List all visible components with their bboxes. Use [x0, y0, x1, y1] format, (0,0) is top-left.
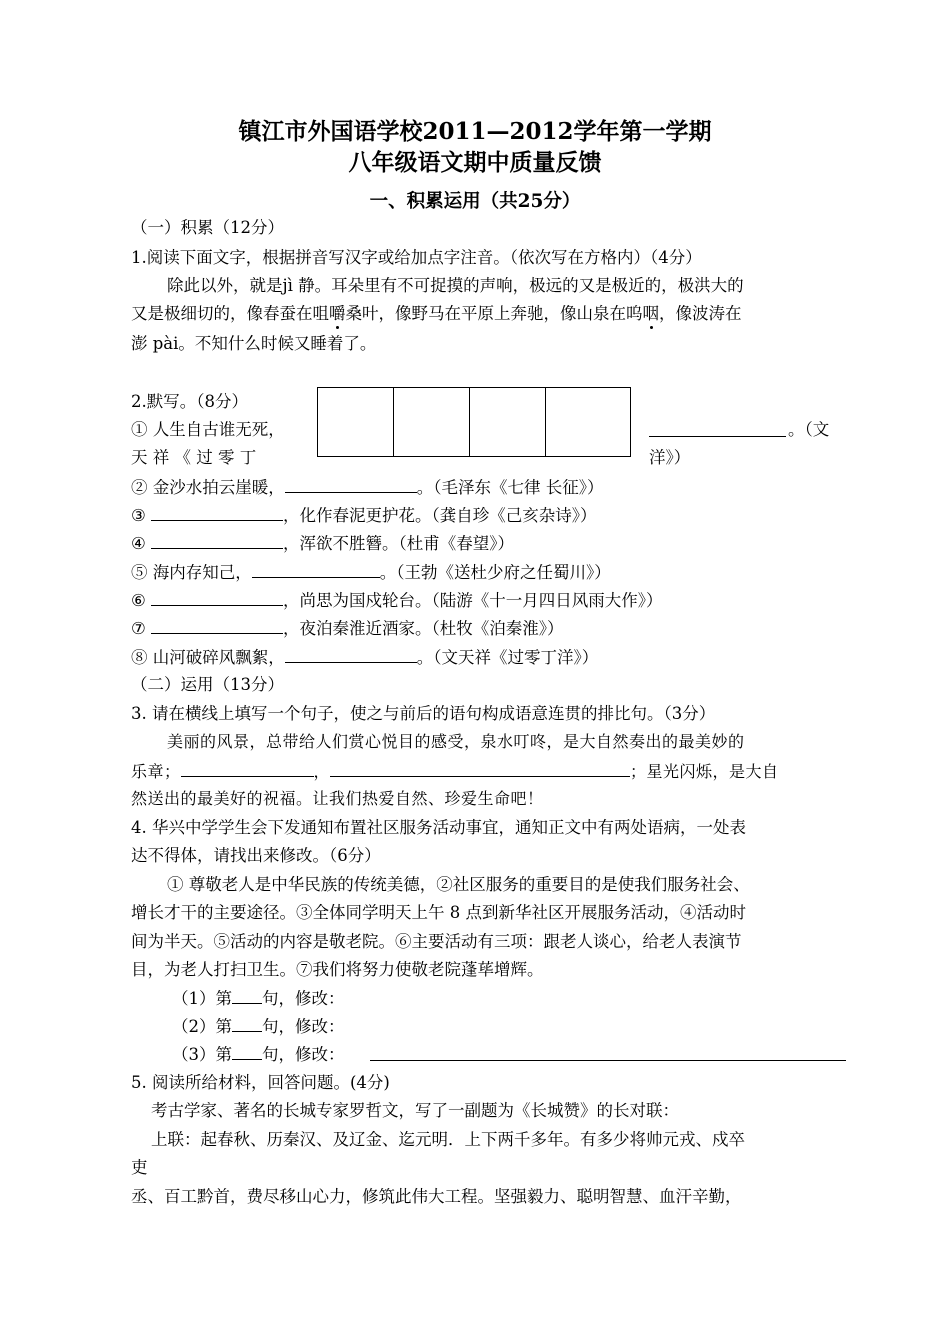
q2-blank-4[interactable] — [151, 532, 283, 549]
q5-material-line2: 上联：起春秋、历秦汉、及辽金、迄元明．上下两千多年。有多少将帅元戎、戍卒 — [151, 1130, 745, 1149]
q5-stem: 5. 阅读所给材料，回答问题。(4分) — [131, 1073, 390, 1092]
q2-line7: ⑦ ，夜泊秦淮近酒家。（杜牧《泊秦淮》） — [131, 619, 564, 638]
q2-line1-source-b: 洋》） — [649, 448, 691, 467]
q4-notice-line4: 目，为老人打扫卫生。⑦我们将努力使敬老院蓬荜增辉。 — [131, 960, 544, 979]
q3-blank-2[interactable] — [330, 760, 630, 777]
q2-stem: 2.默写。（8分） — [131, 392, 248, 411]
q2-line5: ⑤ 海内存知己， 。（王勃《送杜少府之任蜀川》） — [131, 563, 611, 582]
q4-stem-line1: 4. 华兴中学学生会下发通知布置社区服务活动事宜，通知正文中有两处语病，一处表 — [131, 818, 746, 837]
answer-cell-3[interactable] — [470, 388, 546, 456]
answer-cell-2[interactable] — [394, 388, 470, 456]
q4-answer-2-number-blank[interactable] — [232, 1015, 262, 1032]
q4-answer-2: （2）第 句，修改： — [172, 1017, 345, 1036]
q2-line3: ③ ，化作春泥更护花。（龚自珍《己亥杂诗》） — [131, 506, 597, 525]
q4-notice-line1: ① 尊敬老人是中华民族的传统美德，②社区服务的重要目的是使我们服务社会、 — [167, 875, 750, 894]
part2-heading: （二）运用（13分） — [131, 675, 284, 694]
q5-material-line1: 考古学家、著名的长城专家罗哲文，写了一副题为《长城赞》的长对联： — [151, 1101, 679, 1120]
dotted-char-1: 嚼 — [329, 304, 346, 323]
q2-line1-prefix: ① 人生自古谁无死， — [131, 420, 285, 439]
q2-line1-suffix: 。（文 — [788, 420, 830, 439]
q2-blank-1[interactable] — [649, 436, 786, 437]
dotted-char-2: 咽 — [642, 304, 659, 323]
q2-line8: ⑧ 山河破碎风飘絮， 。（文天祥《过零丁洋》） — [131, 648, 599, 667]
q2-blank-6[interactable] — [151, 589, 283, 606]
q2-line6: ⑥ ，尚思为国戍轮台。（陆游《十一月四日风雨大作》） — [131, 591, 663, 610]
answer-cell-1[interactable] — [318, 388, 394, 456]
q5-material-line3: 吏 — [131, 1158, 148, 1177]
q1-stem: 1.阅读下面文字，根据拼音写汉字或给加点字注音。（依次写在方格内）（4分） — [131, 248, 702, 267]
part1-heading: （一）积累（12分） — [131, 218, 284, 237]
q3-blank-1[interactable] — [181, 760, 314, 777]
q4-answer-1-number-blank[interactable] — [232, 987, 262, 1004]
exam-title-line2: 八年级语文期中质量反馈 — [348, 149, 602, 176]
q3-stem: 3. 请在横线上填写一个句子，使之与前后的语句构成语意连贯的排比句。（3分） — [131, 704, 716, 723]
q2-blank-5[interactable] — [252, 561, 380, 578]
q1-passage-line1: 除此以外，就是jì 静。耳朵里有不可捉摸的声响，极远的又是极近的，极洪大的 — [167, 276, 744, 295]
q4-stem-line2: 达不得体，请找出来修改。（6分） — [131, 846, 381, 865]
q2-line4: ④ ，浑欲不胜簪。（杜甫《春望》） — [131, 534, 515, 553]
q4-answer-3-number-blank[interactable] — [232, 1043, 262, 1060]
q3-passage-line3: 然送出的最美好的祝福。让我们热爱自然、珍爱生命吧！ — [131, 789, 544, 808]
q3-passage-line2: 乐章； ， ；星光闪烁，是大自 — [131, 762, 779, 781]
q3-passage-line1: 美丽的风景，总带给人们赏心悦目的感受，泉水叮咚，是大自然奏出的最美妙的 — [167, 732, 745, 751]
q2-blank-3[interactable] — [151, 504, 283, 521]
answer-cell-4[interactable] — [546, 388, 630, 456]
section-heading-1: 一、积累运用（共25分） — [369, 191, 581, 212]
q2-blank-8[interactable] — [285, 646, 417, 663]
answer-grid[interactable] — [317, 387, 631, 457]
q1-passage-line3: 澎 pài。不知什么时候又睡着了。 — [131, 334, 377, 353]
q4-answer-3: （3）第 句，修改： — [172, 1045, 345, 1064]
q2-line2: ② 金沙水拍云崖暖， 。（毛泽东《七律 长征》） — [131, 478, 604, 497]
q4-notice-line2: 增长才干的主要途径。③全体同学明天上午 8 点到新华社区开展服务活动，④活动时 — [131, 903, 746, 922]
exam-title-line1: 镇江市外国语学校2011—2012学年第一学期 — [238, 118, 712, 145]
q2-line1-source-a: 天 祥 《 过 零 丁 — [131, 448, 257, 467]
q4-answer-3-revision-line[interactable] — [370, 1060, 846, 1061]
q2-blank-2[interactable] — [285, 476, 417, 493]
q4-notice-line3: 间为半天。⑤活动的内容是敬老院。⑥主要活动有三项：跟老人谈心，给老人表演节 — [131, 932, 742, 951]
q4-answer-1: （1）第 句，修改： — [172, 989, 345, 1008]
q2-blank-7[interactable] — [151, 617, 283, 634]
q5-material-line4: 丞、百工黔首，费尽移山心力，修筑此伟大工程。坚强毅力、聪明智慧、血汗辛勤， — [131, 1187, 742, 1206]
q1-passage-line2: 又是极细切的，像春蚕在咀嚼桑叶，像野马在平原上奔驰，像山泉在呜咽，像波涛在 — [131, 304, 742, 323]
